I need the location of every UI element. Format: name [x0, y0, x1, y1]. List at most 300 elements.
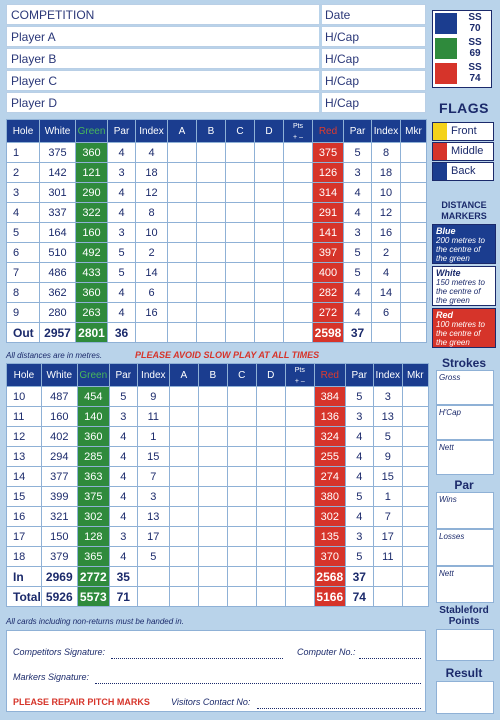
hole-number: 1: [7, 143, 40, 163]
competitors-signature-label: Competitors Signature:: [13, 647, 106, 657]
score-a[interactable]: [169, 487, 198, 507]
marker-score[interactable]: [402, 407, 428, 427]
marker-score[interactable]: [401, 223, 427, 243]
score-a[interactable]: [169, 527, 198, 547]
red-distance: 384: [314, 387, 345, 407]
player-a-row[interactable]: [6, 26, 426, 47]
score-a[interactable]: [168, 243, 197, 263]
result-title: Result: [445, 666, 483, 680]
points-cell[interactable]: [285, 407, 314, 427]
index-value: 2: [136, 243, 168, 263]
total-b[interactable]: [198, 587, 227, 607]
total-d[interactable]: [255, 323, 284, 343]
red-distance: 397: [313, 243, 344, 263]
white-distance: 294: [41, 447, 77, 467]
par-value: 3: [108, 223, 136, 243]
green-distance: 454: [77, 387, 109, 407]
score-b[interactable]: [198, 427, 227, 447]
score-d[interactable]: [256, 447, 285, 467]
player-c-hcap-label: H/Cap: [325, 74, 360, 88]
score-b[interactable]: [198, 547, 227, 567]
white-distance: 301: [40, 183, 76, 203]
score-c[interactable]: [226, 263, 255, 283]
score-d[interactable]: [256, 427, 285, 447]
total-marker[interactable]: [401, 323, 427, 343]
total-row: [7, 567, 429, 587]
red-index-value: 16: [372, 223, 401, 243]
col-d-header: D: [256, 364, 285, 387]
points-cell[interactable]: [285, 507, 314, 527]
losses-box[interactable]: Losses: [436, 529, 494, 566]
flags-title: FLAGS: [439, 100, 489, 116]
index-value: 8: [136, 203, 168, 223]
red-par-value: 5: [344, 263, 372, 283]
green-distance: 360: [76, 283, 108, 303]
marker-score[interactable]: [401, 303, 427, 323]
score-c[interactable]: [227, 527, 256, 547]
total-c[interactable]: [227, 587, 256, 607]
col-hole-header: Hole: [7, 120, 40, 143]
score-b[interactable]: [198, 467, 227, 487]
red-par-value: 5: [345, 547, 373, 567]
index-value: 11: [137, 407, 169, 427]
par-value: 4: [108, 183, 136, 203]
white-distance: 150: [41, 527, 77, 547]
red-distance: 141: [313, 223, 344, 243]
front-nine-table: [6, 119, 427, 343]
score-a[interactable]: [168, 203, 197, 223]
player-b-row[interactable]: [6, 48, 426, 69]
hole-number: 6: [7, 243, 40, 263]
player-d-row[interactable]: [6, 92, 426, 113]
total-par: 35: [109, 567, 137, 587]
score-a[interactable]: [168, 303, 197, 323]
total-red: 2568: [314, 567, 345, 587]
score-d[interactable]: [256, 407, 285, 427]
par-value: 4: [108, 303, 136, 323]
computer-no-label: Computer No.:: [297, 647, 356, 657]
points-cell[interactable]: [284, 183, 313, 203]
green-distance: 263: [76, 303, 108, 323]
points-cell[interactable]: [285, 387, 314, 407]
gross-box[interactable]: Gross: [436, 370, 494, 405]
score-c[interactable]: [227, 507, 256, 527]
red-par-value: 4: [344, 303, 372, 323]
total-row: [7, 323, 427, 343]
strokes-title: Strokes: [441, 356, 487, 370]
marker-score[interactable]: [401, 183, 427, 203]
competitors-signature-line[interactable]: [111, 658, 283, 659]
green-distance: 363: [77, 467, 109, 487]
col-index-header: Index: [137, 364, 169, 387]
points-cell[interactable]: [284, 263, 313, 283]
col-d-header: D: [255, 120, 284, 143]
col-green-header: Green: [77, 364, 109, 387]
player-a-label: Player A: [11, 30, 56, 44]
marker-score[interactable]: [402, 447, 428, 467]
score-c[interactable]: [226, 223, 255, 243]
visitors-contact-line[interactable]: [257, 708, 421, 709]
hole-row: [7, 487, 429, 507]
score-c[interactable]: [226, 303, 255, 323]
total-index[interactable]: [137, 567, 169, 587]
hole-number: 8: [7, 283, 40, 303]
red-index-value: 12: [372, 203, 401, 223]
red-distance: 282: [313, 283, 344, 303]
index-value: 5: [137, 547, 169, 567]
hole-row: [7, 447, 429, 467]
score-b[interactable]: [198, 407, 227, 427]
total-index[interactable]: [136, 323, 168, 343]
points-cell[interactable]: [285, 447, 314, 467]
total-a[interactable]: [169, 567, 198, 587]
index-value: 9: [137, 387, 169, 407]
score-c[interactable]: [227, 487, 256, 507]
red-index-value: 11: [373, 547, 402, 567]
score-a[interactable]: [168, 183, 197, 203]
player-c-label: Player C: [11, 74, 58, 88]
points-cell[interactable]: [285, 547, 314, 567]
marker-score[interactable]: [402, 487, 428, 507]
total-red-index[interactable]: [373, 587, 402, 607]
repair-pitch-marks-note: PLEASE REPAIR PITCH MARKS: [13, 697, 150, 707]
red-distance: 380: [314, 487, 345, 507]
hcap-box[interactable]: H'Cap: [436, 405, 494, 440]
par-value: 5: [108, 243, 136, 263]
points-cell[interactable]: [285, 527, 314, 547]
red-index-value: 9: [373, 447, 402, 467]
marker-score[interactable]: [401, 283, 427, 303]
flag-front: Front: [432, 122, 494, 141]
col-pts-header: Pts + –: [284, 120, 313, 143]
total-a[interactable]: [169, 587, 198, 607]
score-a[interactable]: [168, 143, 197, 163]
index-value: 14: [136, 263, 168, 283]
hole-number: 10: [7, 387, 42, 407]
hole-row: [7, 183, 427, 203]
player-d-hcap-label: H/Cap: [325, 96, 360, 110]
score-c[interactable]: [226, 203, 255, 223]
total-green: 2772: [77, 567, 109, 587]
points-cell[interactable]: [285, 487, 314, 507]
total-red: 2598: [313, 323, 344, 343]
ss-blue-swatch: [435, 13, 457, 34]
par-value: 4: [109, 447, 137, 467]
total-marker[interactable]: [402, 567, 428, 587]
marker-score[interactable]: [402, 507, 428, 527]
white-distance: 142: [40, 163, 76, 183]
total-white: 2969: [41, 567, 77, 587]
col-red-index-header: Index: [373, 364, 402, 387]
flag-middle-swatch: [433, 143, 447, 160]
back-nine-table: [6, 363, 429, 607]
green-distance: 290: [76, 183, 108, 203]
total-points[interactable]: [284, 323, 313, 343]
score-b[interactable]: [198, 507, 227, 527]
score-c[interactable]: [226, 243, 255, 263]
score-c[interactable]: [226, 183, 255, 203]
total-d[interactable]: [256, 587, 285, 607]
hole-row: [7, 223, 427, 243]
col-c-header: C: [226, 120, 255, 143]
score-b[interactable]: [197, 263, 226, 283]
red-index-value: 8: [372, 143, 401, 163]
score-a[interactable]: [169, 447, 198, 467]
score-b[interactable]: [197, 303, 226, 323]
white-distance: 337: [40, 203, 76, 223]
score-a[interactable]: [168, 263, 197, 283]
score-c[interactable]: [227, 447, 256, 467]
total-red-index[interactable]: [373, 567, 402, 587]
score-b[interactable]: [197, 283, 226, 303]
col-mkr-header: Mkr: [401, 120, 427, 143]
red-par-value: 3: [345, 407, 373, 427]
marker-score[interactable]: [401, 243, 427, 263]
points-cell[interactable]: [284, 143, 313, 163]
score-b[interactable]: [198, 387, 227, 407]
marker-score[interactable]: [402, 547, 428, 567]
score-b[interactable]: [197, 143, 226, 163]
col-white-header: White: [41, 364, 77, 387]
green-distance: 365: [77, 547, 109, 567]
score-b[interactable]: [197, 183, 226, 203]
points-cell[interactable]: [284, 203, 313, 223]
white-distance: 486: [40, 263, 76, 283]
score-b[interactable]: [197, 223, 226, 243]
standard-scratch-box: [432, 10, 492, 88]
col-b-header: B: [197, 120, 226, 143]
score-b[interactable]: [198, 527, 227, 547]
red-distance: 291: [313, 203, 344, 223]
stableford-title: Stableford Points: [439, 605, 489, 627]
col-a-header: A: [168, 120, 197, 143]
score-a[interactable]: [169, 507, 198, 527]
computer-no-line[interactable]: [359, 658, 421, 659]
score-c[interactable]: [226, 163, 255, 183]
marker-score[interactable]: [402, 527, 428, 547]
ss-blue: SS 70: [433, 11, 491, 36]
score-c[interactable]: [227, 407, 256, 427]
score-d[interactable]: [255, 163, 284, 183]
marker-score[interactable]: [402, 387, 428, 407]
hole-number: 5: [7, 223, 40, 243]
nett-box[interactable]: Nett: [436, 440, 494, 475]
index-value: 18: [136, 163, 168, 183]
score-d[interactable]: [256, 547, 285, 567]
ss-red: SS 74: [433, 61, 491, 86]
hole-row: [7, 263, 427, 283]
score-b[interactable]: [197, 203, 226, 223]
red-index-value: 17: [373, 527, 402, 547]
distance-markers-title: DISTANCE MARKERS: [441, 200, 487, 221]
marker-score[interactable]: [401, 203, 427, 223]
points-cell[interactable]: [285, 467, 314, 487]
score-b[interactable]: [197, 243, 226, 263]
score-d[interactable]: [255, 243, 284, 263]
competition-label: COMPETITION: [11, 8, 95, 22]
white-distance: 160: [41, 407, 77, 427]
markers-signature-line[interactable]: [95, 683, 421, 684]
par-value: 4: [108, 283, 136, 303]
total-b[interactable]: [197, 323, 226, 343]
marker-white: White 150 metres to the centre of the green: [432, 266, 496, 306]
par-value: 3: [108, 163, 136, 183]
competition-row[interactable]: [6, 4, 426, 25]
player-c-row[interactable]: [6, 70, 426, 91]
total-c[interactable]: [227, 567, 256, 587]
points-cell[interactable]: [284, 283, 313, 303]
score-d[interactable]: [255, 183, 284, 203]
hole-number: 9: [7, 303, 40, 323]
red-par-value: 5: [345, 387, 373, 407]
white-distance: 379: [41, 547, 77, 567]
marker-score[interactable]: [402, 427, 428, 447]
red-distance: 135: [314, 527, 345, 547]
score-c[interactable]: [226, 143, 255, 163]
red-par-value: 4: [344, 283, 372, 303]
red-index-value: 4: [372, 263, 401, 283]
marker-score[interactable]: [401, 263, 427, 283]
green-distance: 302: [77, 507, 109, 527]
score-a[interactable]: [169, 387, 198, 407]
ss-green: SS 69: [433, 36, 491, 61]
col-red-par-header: Par: [345, 364, 373, 387]
red-distance: 400: [313, 263, 344, 283]
score-d[interactable]: [255, 223, 284, 243]
score-c[interactable]: [227, 467, 256, 487]
score-a[interactable]: [169, 407, 198, 427]
score-b[interactable]: [198, 447, 227, 467]
score-d[interactable]: [256, 387, 285, 407]
index-value: 12: [136, 183, 168, 203]
score-d[interactable]: [255, 303, 284, 323]
marker-score[interactable]: [402, 467, 428, 487]
hole-number: 2: [7, 163, 40, 183]
green-distance: 121: [76, 163, 108, 183]
score-a[interactable]: [169, 467, 198, 487]
score-b[interactable]: [197, 163, 226, 183]
index-value: 17: [137, 527, 169, 547]
total-white: 2957: [40, 323, 76, 343]
white-distance: 164: [40, 223, 76, 243]
total-red-index[interactable]: [372, 323, 401, 343]
score-c[interactable]: [226, 283, 255, 303]
col-par-header: Par: [109, 364, 137, 387]
score-c[interactable]: [227, 387, 256, 407]
green-distance: 360: [76, 143, 108, 163]
total-points[interactable]: [285, 567, 314, 587]
total-b[interactable]: [198, 567, 227, 587]
score-a[interactable]: [169, 427, 198, 447]
green-distance: 322: [76, 203, 108, 223]
green-distance: 285: [77, 447, 109, 467]
white-distance: 402: [41, 427, 77, 447]
score-a[interactable]: [169, 547, 198, 567]
score-a[interactable]: [168, 163, 197, 183]
red-distance: 314: [313, 183, 344, 203]
points-cell[interactable]: [284, 223, 313, 243]
par-nett-box[interactable]: Nett: [436, 566, 494, 603]
flag-back-swatch: [433, 163, 447, 180]
marker-score[interactable]: [401, 143, 427, 163]
score-d[interactable]: [255, 203, 284, 223]
score-d[interactable]: [255, 283, 284, 303]
marker-blue: Blue 200 metres to the centre of the green: [432, 224, 496, 264]
total-marker[interactable]: [402, 587, 428, 607]
points-cell[interactable]: [284, 163, 313, 183]
hole-row: [7, 163, 427, 183]
flag-back: Back: [432, 162, 494, 181]
hole-row: [7, 243, 427, 263]
par-value: 4: [108, 143, 136, 163]
score-c[interactable]: [227, 547, 256, 567]
hole-number: 13: [7, 447, 42, 467]
total-points[interactable]: [285, 587, 314, 607]
white-distance: 510: [40, 243, 76, 263]
green-distance: 433: [76, 263, 108, 283]
wins-box[interactable]: Wins: [436, 492, 494, 529]
result-box[interactable]: [436, 681, 494, 714]
green-distance: 492: [76, 243, 108, 263]
score-a[interactable]: [168, 223, 197, 243]
score-d[interactable]: [256, 527, 285, 547]
total-d[interactable]: [256, 567, 285, 587]
green-distance: 360: [77, 427, 109, 447]
score-b[interactable]: [198, 487, 227, 507]
red-par-value: 4: [344, 183, 372, 203]
total-red: 5166: [314, 587, 345, 607]
white-distance: 487: [41, 387, 77, 407]
col-par-header: Par: [108, 120, 136, 143]
score-d[interactable]: [255, 143, 284, 163]
total-c[interactable]: [226, 323, 255, 343]
score-d[interactable]: [255, 263, 284, 283]
total-label: Out: [7, 323, 40, 343]
col-white-header: White: [40, 120, 76, 143]
par-value: 3: [109, 407, 137, 427]
hole-row: [7, 143, 427, 163]
white-distance: 280: [40, 303, 76, 323]
red-par-value: 4: [345, 427, 373, 447]
total-index[interactable]: [137, 587, 169, 607]
col-c-header: C: [227, 364, 256, 387]
index-value: 4: [136, 143, 168, 163]
score-d[interactable]: [256, 467, 285, 487]
flag-front-swatch: [433, 123, 447, 140]
score-d[interactable]: [256, 487, 285, 507]
col-a-header: A: [169, 364, 198, 387]
score-d[interactable]: [256, 507, 285, 527]
column-header-row: [7, 120, 427, 143]
marker-score[interactable]: [401, 163, 427, 183]
col-b-header: B: [198, 364, 227, 387]
red-par-value: 4: [344, 203, 372, 223]
stableford-box[interactable]: [436, 629, 494, 661]
points-cell[interactable]: [284, 243, 313, 263]
red-par-value: 5: [345, 487, 373, 507]
total-a[interactable]: [168, 323, 197, 343]
points-cell[interactable]: [284, 303, 313, 323]
par-value: 4: [109, 487, 137, 507]
score-c[interactable]: [227, 427, 256, 447]
red-index-value: 1: [373, 487, 402, 507]
total-green: 2801: [76, 323, 108, 343]
score-a[interactable]: [168, 283, 197, 303]
points-cell[interactable]: [285, 427, 314, 447]
total-row: [7, 587, 429, 607]
total-red-par: 37: [344, 323, 372, 343]
index-value: 13: [137, 507, 169, 527]
